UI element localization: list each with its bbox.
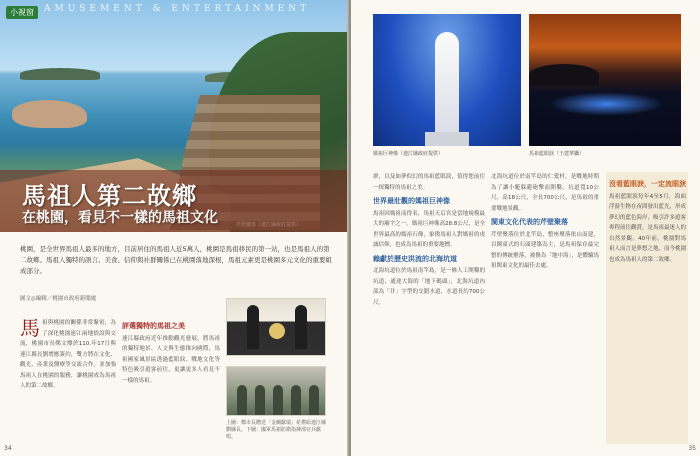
statue-base: [425, 132, 469, 146]
person-figure: [273, 385, 283, 415]
islet-rock: [12, 100, 87, 128]
col2-lead: 北海坑道位於南竿島的仁愛村，是戰地時期為了讓小艇躲避砲擊而開鑿，坑道寬10公尺、高18公尺，全長700公尺，是馬祖的重要戰地景觀。: [491, 174, 599, 212]
col2-heading: 評選獨特的馬祖之美: [122, 322, 185, 330]
dark-hill: [529, 64, 599, 86]
main-title: 馬祖人第二故鄉: [22, 182, 197, 210]
category-tag: 小視窗: [6, 6, 38, 19]
person-figure: [309, 385, 319, 415]
left-page: [0, 0, 349, 456]
person-figure: [291, 385, 301, 415]
sidebar-heading: 沒看藍眼淚，一定流眼淚: [609, 180, 686, 188]
col2-text: 連江縣政府近年推動觀光發展，將馬祖的獨特地景、人文與生態推向國際，馬祖國家風景區透過藍眼淚、戰地文化等特色吸引遊客前往，更讓更多人看見不一樣的馬祖。: [122, 335, 220, 384]
left-column-2: [122, 318, 220, 386]
col2-body: 芹壁聚落位於北竿島，整座聚落依山而建，以閩東式的石頭建築為主，是馬祖保存最完整的傳統聚落，被譽為「地中海」，是體驗馬祖閩東文化的最佳去處。: [491, 231, 599, 269]
mazu-statue-photo: [373, 14, 521, 146]
right-column-1: [373, 172, 485, 308]
gift-bouquet: [269, 323, 285, 339]
blue-glow: [549, 92, 664, 116]
byline: 圖文◎編輯／桃園市政府新聞處: [20, 296, 97, 302]
col1-text: 祖與桃園的關係非常緊密，為了深化桃園連江兩地情誼與交流，桃園市長鄭文燦於110.年17日與連江縣長劉增應簽約，雙方將在文化、觀光、產業及醫療等交流合作，並加強馬祖人在桃園的服務，讓桃園成為馬祖人的第二故鄉。: [20, 320, 116, 389]
section-label: AMUSEMENT & ENTERTAINMENT: [44, 4, 311, 14]
col1-body-2: 北海坑道位於馬祖南竿島，是一條人工開鑿的坑道，通達大海的「地下碼頭」，北海坑道內部為「井」字型的交錯水道，水道長約700公尺。: [373, 268, 485, 306]
sub-title: 在桃園，看見不一樣的馬祖文化: [22, 210, 218, 226]
col2-heading: 閩東文化代表的芹壁聚落: [491, 218, 568, 226]
col1-lead: 群，以及如夢似幻的馬祖藍眼淚，值得您前往一探獨特的馬祖之美。: [373, 174, 485, 191]
person-figure: [237, 385, 247, 415]
page-number: 34: [4, 445, 12, 452]
ceremony-photo: [226, 298, 326, 356]
soldiers-photo: [226, 366, 326, 416]
person-figure: [295, 305, 307, 349]
left-column-1: [20, 318, 116, 392]
col1-body: 馬祖因媽祖而得名，馬祖天后宮是當地規模最大的廟宇之一。媽祖巨神像高28.8公尺，是全世界最高的媽祖石像，象徵馬祖人對媽祖的虔誠信仰，也成為馬祖的重要地標。: [373, 210, 485, 248]
right-page: [351, 0, 700, 456]
island-shape: [20, 68, 100, 80]
blue-tears-photo: [529, 14, 681, 146]
statue-figure: [435, 32, 459, 137]
col1-heading: 世界最壯觀的媽祖巨神像: [373, 197, 450, 205]
sidebar-text: 馬祖藍眼淚每年4至5月，海面浮游生物在夜間發出藍光，形成夢幻的藍色海岸，吸引許多遊客專程前往觀賞，是馬祖最迷人的自然景觀。40年前，桃園對馬祖人而言是夢想之地，而今桃園也成為馬祖人的第二故鄉。: [609, 193, 687, 263]
page-number: 35: [688, 445, 696, 452]
drop-cap: 馬: [20, 316, 40, 340]
col1-heading-2: 賴獻於歷史洪流的北海坑道: [373, 254, 457, 263]
photo-caption: 上圖：鄭市長贈送「金蘭獻瑞」花禮給連江縣劉縣長。下圖：國軍馬祖防衛指揮部官兵獻唱。: [226, 420, 327, 440]
photo1-caption: 媽祖巨神像（連江縣政府提供）: [373, 151, 444, 157]
right-column-3: [609, 176, 686, 265]
photo2-caption: 馬祖藍眼淚（王建華攝）: [529, 151, 585, 157]
intro-paragraph: 桃園，是全世界馬祖人最多的地方，目前居住的馬祖人近5萬人，桃園是馬祖移民的第一站，也是馬祖人的第二故鄉。馬祖人獨特的語言、美食、信仰與社群關係已在桃園落地深根，馬祖元素更是桃園多元文化的重要組成部分。: [20, 245, 332, 275]
right-column-2: [491, 172, 599, 272]
person-figure: [247, 305, 259, 349]
person-figure: [255, 385, 265, 415]
